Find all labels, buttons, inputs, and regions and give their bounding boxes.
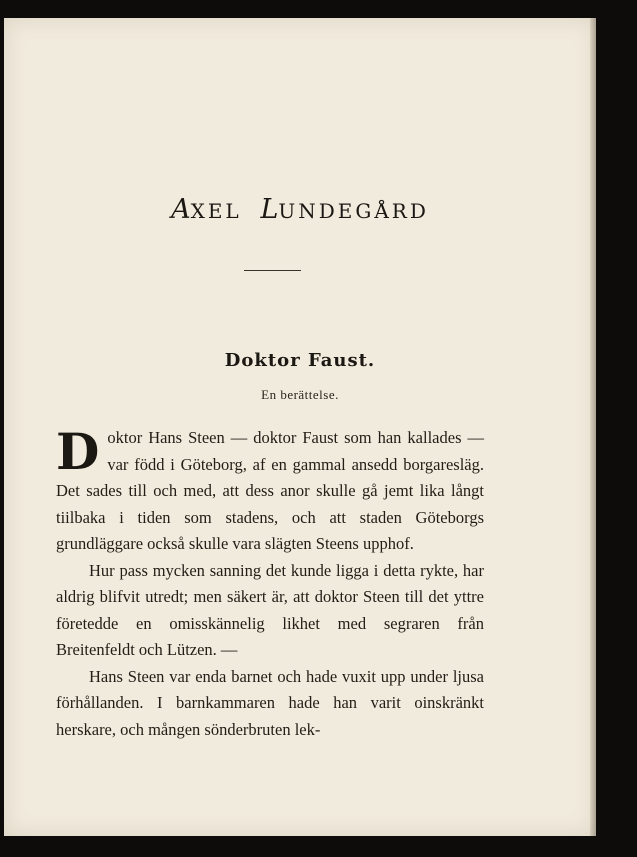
book-page: [4, 18, 596, 836]
story-title: Doktor Faust.: [224, 350, 376, 371]
paragraph-1-text: oktor Hans Steen — doktor Faust som han kallades — var född i Göteborg, af en gammal ansedd borgaresläg. Det sades till och med, att dess anor skulle gå jemt lika långt tiilbaka i tiden som stadens, och att staden Göteborgs grundläggare också skulle vara slägten Steens upphof.: [56, 428, 484, 553]
paragraph-2: Hur pass mycken sanning det kunde ligga i detta rykte, har aldrig blifvit utredt; men säkert är, att doktor Steen till det yttre företedde en omisskännelig likhet med segraren från Breitenfeldt och Lützen. —: [56, 560, 484, 659]
paragraph-3: Hans Steen var enda barnet och hade vuxit upp under ljusa förhållanden. I barnkammaren hade han varit oinskränkt herskare, och mången sönderbruten lek-: [56, 666, 484, 739]
story-subtitle: En berättelse.: [261, 387, 339, 402]
author-initial-last: L: [260, 194, 279, 225]
page-edge-shadow: [590, 18, 596, 836]
paragraph-1: [56, 422, 484, 558]
author-name: [4, 194, 596, 225]
author-last-name-rest: UNDEGÅRD: [278, 199, 429, 223]
drop-cap: D: [56, 422, 100, 481]
author-initial-first: A: [171, 194, 191, 225]
author-first-name-rest: XEL: [190, 199, 242, 223]
title-divider: [244, 270, 301, 271]
body-text: [56, 422, 484, 743]
